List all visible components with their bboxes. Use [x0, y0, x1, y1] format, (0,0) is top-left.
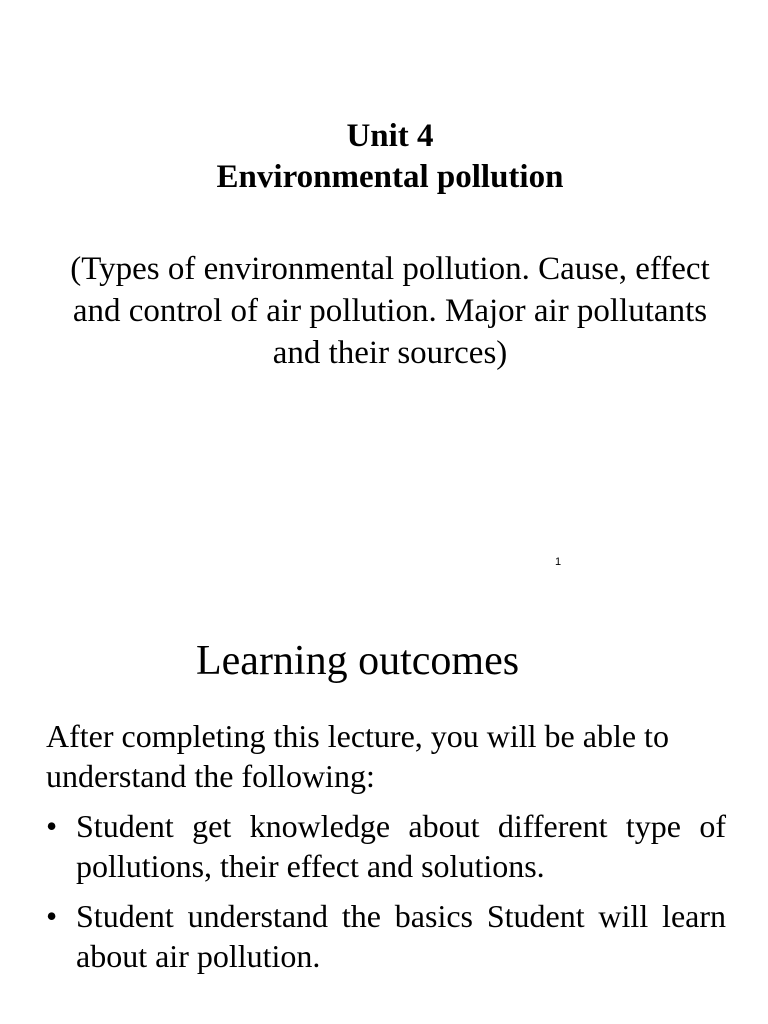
intro-paragraph: After completing this lecture, you will be able to understand the following:: [46, 718, 669, 794]
bullet-icon: •: [46, 898, 58, 934]
list-item: [46, 896, 726, 976]
list-item-text: Student understand the basics Student will learn about air pollution.: [76, 898, 726, 974]
page-title: Environmental pollution: [216, 159, 564, 195]
list-item: [46, 806, 726, 886]
slide-2: [0, 590, 768, 1024]
slide-title-block: [0, 116, 768, 198]
outcomes-list: [46, 806, 726, 986]
learning-outcomes-heading: Learning outcomes: [196, 638, 520, 684]
unit-label: Unit 4: [346, 118, 434, 154]
list-item-text: Student get knowledge about different type of pollutions, their effect and solutions.: [76, 808, 726, 884]
slide-subtitle: (Types of environmental pollution. Cause, effect and control of air pollution. Major air pollutants and their sources): [70, 251, 710, 371]
bullet-icon: •: [46, 808, 58, 844]
page-number: 1: [555, 556, 562, 568]
